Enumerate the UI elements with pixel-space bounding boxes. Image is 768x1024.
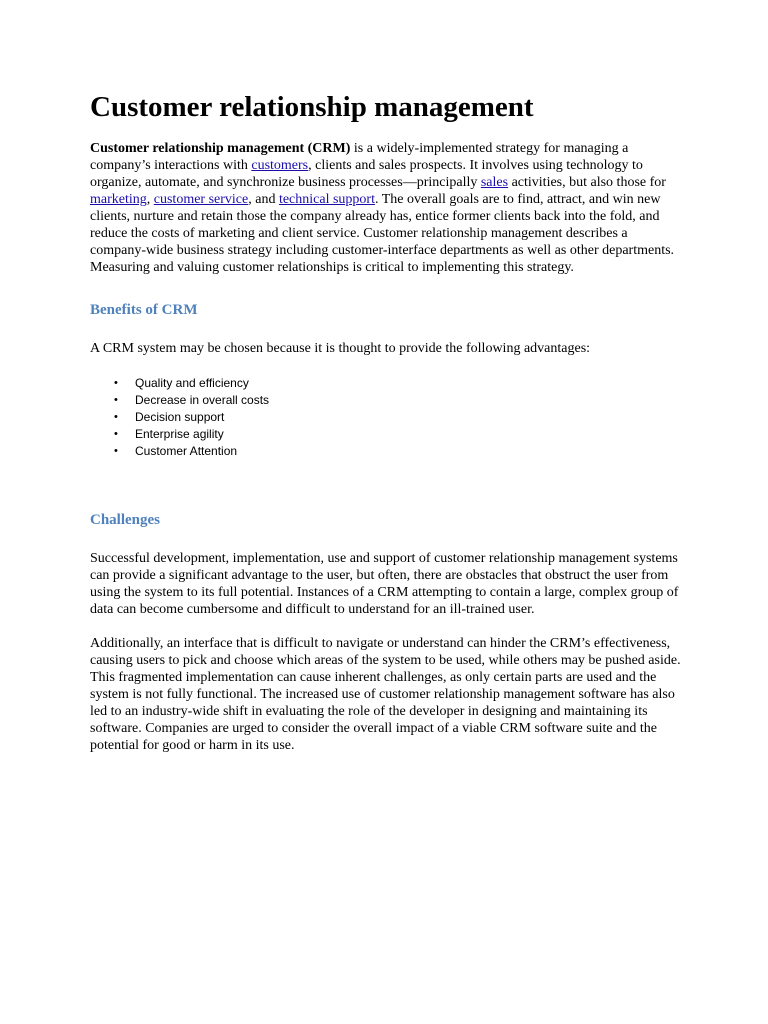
list-item bbox=[90, 392, 686, 409]
list-item-label: Quality and efficiency bbox=[135, 376, 249, 390]
benefits-list bbox=[90, 375, 686, 460]
bullet-icon: • bbox=[114, 445, 118, 457]
bullet-icon: • bbox=[114, 377, 118, 389]
list-item bbox=[90, 443, 686, 460]
bullet-icon: • bbox=[114, 428, 118, 440]
link-technical-support[interactable]: technical support bbox=[278, 192, 375, 207]
list-item-label: Customer Attention bbox=[135, 444, 238, 458]
intro-text-5: , and bbox=[248, 192, 279, 207]
link-customer-service[interactable]: customer service bbox=[153, 192, 249, 207]
benefits-heading: Benefits of CRM bbox=[90, 302, 198, 318]
intro-text-4: , bbox=[146, 192, 154, 207]
bullet-icon: • bbox=[114, 411, 118, 423]
list-item-label: Decision support bbox=[135, 410, 225, 424]
list-item bbox=[90, 375, 686, 392]
bullet-icon: • bbox=[114, 394, 118, 406]
link-sales[interactable]: sales bbox=[480, 175, 509, 190]
intro-paragraph bbox=[90, 140, 686, 276]
benefits-intro: A CRM system may be chosen because it is thought to provide the following advantages: bbox=[90, 341, 591, 356]
challenges-heading: Challenges bbox=[90, 512, 161, 528]
list-item bbox=[90, 409, 686, 426]
intro-text-3: activities, but also those for bbox=[508, 175, 666, 190]
link-customers[interactable]: customers bbox=[251, 158, 309, 173]
challenges-paragraph-1: Successful development, implementation, use and support of customer relationship management systems can provide a significant advantage to the user, but often, there are obstacles that obstruct the user from using the system to its full potential. Instances of a CRM attempting to contain a large, complex group of data can become cumbersome and difficult to understand for an ill-trained user. bbox=[90, 551, 679, 617]
page-title: Customer relationship management bbox=[90, 91, 534, 123]
intro-bold-term: Customer relationship management (CRM) bbox=[90, 141, 351, 156]
intro-text-2: , clients and sales prospects. It involves using technology to organize, automate, and synchronize business processes—principally bbox=[90, 158, 643, 190]
link-marketing[interactable]: marketing bbox=[90, 192, 147, 207]
challenges-paragraph-2: Additionally, an interface that is difficult to navigate or understand can hinder the CRM’s effectiveness, causing users to pick and choose which areas of the system to be used, while others may be pushed aside. This fragmented implementation can cause inherent challenges, as only certain parts are used and the system is not fully functional. The increased use of customer relationship management software has also led to an industry-wide shift in evaluating the role of the developer in designing and maintaining its software. Companies are urged to consider the overall impact of a viable CRM software suite and the potential for good or harm in its use. bbox=[90, 636, 681, 753]
list-item bbox=[90, 426, 686, 443]
intro-text-1: is a widely-implemented strategy for managing a company’s interactions with bbox=[90, 141, 629, 173]
list-item-label: Decrease in overall costs bbox=[135, 393, 270, 407]
list-item-label: Enterprise agility bbox=[135, 427, 224, 441]
intro-text-6: . The overall goals are to find, attract, and win new clients, nurture and retain those the company already has, entice former clients back into the fold, and reduce the costs of marketing and client service. Customer relationship management describes a company-wide business strategy including customer-interface departments as well as other departments. Measuring and valuing customer relationships is critical to implementing this strategy. bbox=[90, 192, 675, 275]
